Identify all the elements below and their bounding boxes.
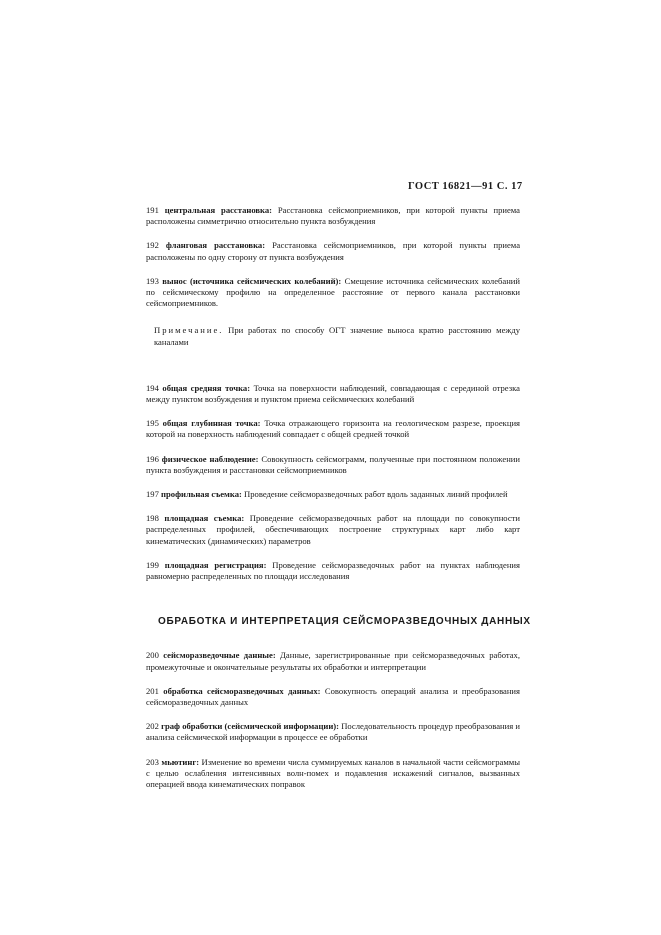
entry-term: обработка сейсморазведочных данных: xyxy=(163,685,321,696)
entry-definition: Точка на поверхности наблюдений, совпадающая с серединой отрезка между пунктом возбуждения и пунктом приема сейсмических колебаний xyxy=(146,382,520,405)
entry-definition: Последовательность процедур преобразования и анализа сейсмической информации в процессе ее обработки xyxy=(146,721,520,743)
entry-term: сейсморазведочные данные: xyxy=(163,650,276,661)
entry-term: профильная съемка: xyxy=(161,489,242,500)
entry-definition: Смещение источника сейсмических колебаний по сейсмическому профилю на определенное расстояние от первого канала расстановки сейсмоприемников. xyxy=(146,275,520,309)
term-entry-202 xyxy=(146,721,520,743)
note xyxy=(146,325,520,347)
entry-number: 203 xyxy=(146,756,159,767)
term-entry-203 xyxy=(146,757,520,791)
entry-number: 194 xyxy=(146,382,159,393)
term-entry-201 xyxy=(146,686,520,708)
entry-definition: Совокупность операций анализа и преобразования сейсморазведочных данных xyxy=(146,685,520,708)
entry-term: общая глубинная точка: xyxy=(162,418,261,429)
entry-definition: Расстановка сейсмоприемников, при которой пункты приема расположены по одну сторону от пункта возбуждения xyxy=(146,240,521,262)
term-entry-194 xyxy=(146,383,520,405)
section-title: ОБРАБОТКА И ИНТЕРПРЕТАЦИЯ СЕЙСМОРАЗВЕДОЧНЫХ ДАННЫХ xyxy=(158,616,531,628)
entry-term: фланговая расстановка: xyxy=(165,240,266,251)
entry-number: 202 xyxy=(146,721,159,732)
entry-term: общая средняя точка: xyxy=(162,382,251,393)
entry-definition: Точка отражающего горизонта на геологическом разрезе, проекция которой на поверхность наблюдений совпадает с общей средней точкой xyxy=(146,418,521,440)
entry-number: 193 xyxy=(146,275,159,286)
entry-term: физическое наблюдение: xyxy=(161,453,259,464)
entry-term: мьютинг: xyxy=(161,756,200,767)
term-entry-198 xyxy=(146,513,520,547)
entry-number: 198 xyxy=(146,513,159,524)
entry-number: 200 xyxy=(146,650,159,661)
entry-definition: Данные, зарегистрированные при сейсморазведочных работах, промежуточные и окончательные результаты их обработки и интерпретации xyxy=(146,650,521,672)
term-entry-200 xyxy=(146,650,520,672)
entry-number: 197 xyxy=(146,489,159,500)
entry-definition: Изменение во времени числа суммируемых каналов в начальной части сейсмограммы с целью ослабления интенсивных волн-помех и подавления искажений сигналов, вызванных операцией ввода кинематических поправок xyxy=(146,756,520,790)
entry-definition: Проведение сейсморазведочных работ на площади по совокупности распределенных профилей, обеспечивающих построение структурных карт либо карт кинематических (динамических) параметров xyxy=(146,513,520,546)
entry-definition: Расстановка сейсмоприемников, при которой пункты приема расположены симметрично относительно пункта возбуждения xyxy=(146,205,520,227)
document-body xyxy=(146,205,531,803)
entry-definition: Совокупность сейсмограмм, полученные при постоянном положении пункта возбуждения и расстановки сейсмоприемников xyxy=(146,453,520,475)
entry-definition: Проведение сейсморазведочных работ на пунктах наблюдения равномерно распределенных по площади исследования xyxy=(146,559,520,582)
entry-number: 201 xyxy=(146,685,159,696)
term-entry-199 xyxy=(146,560,520,582)
note-text: При работах по способу ОГТ значение выноса кратно расстоянию между каналами xyxy=(154,325,520,347)
page-header: ГОСТ 16821—91 С. 17 xyxy=(408,181,523,192)
term-entry-195 xyxy=(146,418,520,440)
entry-number: 192 xyxy=(146,240,159,251)
entry-number: 191 xyxy=(146,205,159,215)
entry-number: 195 xyxy=(146,418,159,429)
entry-term: площадная съемка: xyxy=(164,513,245,524)
entry-term: граф обработки (сейсмической информации): xyxy=(161,721,340,732)
term-entry-192 xyxy=(146,240,520,262)
entry-term: центральная расстановка: xyxy=(164,205,273,215)
term-entry-191 xyxy=(146,205,520,227)
entry-term: вынос (источника сейсмических колебаний): xyxy=(162,275,342,286)
entry-number: 196 xyxy=(146,453,159,464)
term-entry-196 xyxy=(146,454,520,476)
entry-number: 199 xyxy=(146,559,159,570)
entry-term: площадная регистрация: xyxy=(164,559,267,570)
term-entry-197 xyxy=(146,489,520,500)
term-entry-193 xyxy=(146,276,520,310)
entry-definition: Проведение сейсморазведочных работ вдоль заданных линий профилей xyxy=(244,489,508,500)
note-label: Примечание. xyxy=(154,325,224,336)
